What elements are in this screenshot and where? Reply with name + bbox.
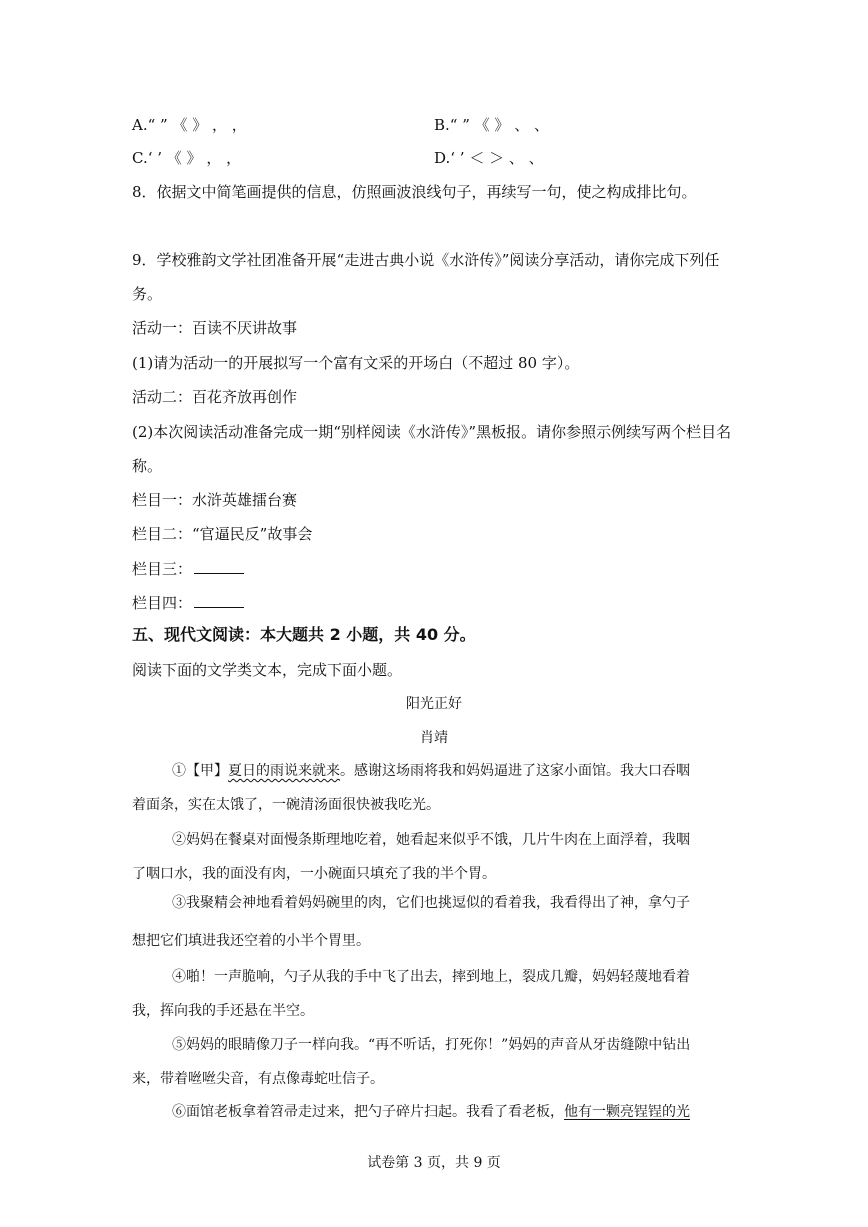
answer-blank[interactable] [194,593,244,608]
column-4-label: 栏目四： [132,594,193,612]
story-author: 肖靖 [420,730,448,746]
question-9-line2: 务。 [132,285,163,303]
column-3 [132,558,244,579]
question-9-line1: 9．学校雅韵文学社团准备开展“走进古典小说《水浒传》”阅读分享活动，请你完成下列任 [132,251,720,269]
paragraph-3-line2: 想把它们填进我还空着的小半个胃里。 [132,933,370,949]
wavy-sentence: 夏日的雨说来就来 [228,763,340,779]
task-2-line1: (2)本次阅读活动准备完成一期“别样阅读《水浒传》”黑板报。请你参照示例续写两个栏目名 [132,423,732,441]
paragraph-2-line2: 了咽口水，我的面没有肉，一小碗面只填充了我的半个胃。 [132,866,496,882]
task-1: (1)请为活动一的开展拟写一个富有文采的开场白（不超过 80 字）。 [132,354,580,372]
paragraph-1-line2: 着面条，实在太饿了，一碗清汤面很快被我吃光。 [132,797,440,813]
page-footer: 试卷第 3 页，共 9 页 [367,1155,501,1171]
paragraph-5 [132,1028,738,1096]
paragraph-4 [132,960,738,1028]
paragraph-5-line1: ⑤妈妈的眼睛像刀子一样向我。“再不听话，打死你！”妈妈的声音从牙齿缝隙中钻出 [172,1037,691,1053]
question-8: 8．依据文中简笔画提供的信息，仿照画波浪线句子，再续写一句，使之构成排比句。 [132,183,697,201]
paragraph-1 [132,754,738,822]
story-title: 阳光正好 [406,696,462,712]
option-a: A.“ ” 《 》 ， ， [132,116,247,134]
answer-blank[interactable] [194,559,244,574]
paragraph-3-line1 [132,886,738,920]
paragraph-6-text: ⑥面馆老板拿着笤帚走过来，把勺子碎片扫起。我看了看老板， [172,1104,564,1120]
paragraph-4-line2: 我，挥向我的手还悬在半空。 [132,1003,314,1019]
paragraph-1-line1 [132,754,738,788]
column-3-label: 栏目三： [132,560,193,578]
paragraph-marker: ①【甲】 [172,763,228,779]
paragraph-5-line2: 来，带着咝咝尖音，有点像毒蛇吐信子。 [132,1071,384,1087]
paragraph-2 [132,823,738,891]
column-4 [132,592,244,613]
activity-1: 活动一：百读不厌讲故事 [132,319,298,337]
emphasis-char: 挑 · [438,895,452,911]
paragraph-6-line1 [132,1095,738,1129]
emphasis-char: 逗 · [452,895,466,911]
task-2-line2: 称。 [132,457,163,475]
paragraph-4-line1: ④啪！一声脆响，勺子从我的手中飞了出去，摔到地上，裂成几瓣，妈妈轻蔑地看着 [172,969,690,985]
underlined-sentence: 他有一颗亮锃锃的光 [564,1104,690,1120]
paragraph-6 [132,1095,738,1129]
paragraph-2-line1: ②妈妈在餐桌对面慢条斯理地吃着，她看起来似乎不饿，几片牛肉在上面浮着，我咽 [172,832,690,848]
column-1: 栏目一：水浒英雄擂台赛 [132,491,298,509]
paragraph-3 [132,886,738,958]
section-5-heading: 五、现代文阅读：本大题共 2 小题，共 40 分。 [132,625,476,644]
paragraph-1-text: 。感谢这场雨将我和妈妈逼进了这家小面馆。我大口吞咽 [340,763,690,779]
paragraph-3-text: ③我聚精会神地看着妈妈碗里的肉，它们也 [172,895,438,911]
option-b: B.“ ” 《 》 、 、 [434,116,549,134]
activity-2: 活动二：百花齐放再创作 [132,388,298,406]
option-c: C.‘ ’ 《 》 ， ， [132,149,242,167]
paragraph-3-text: 似的看着我，我看得出了神，拿勺子 [466,895,690,911]
column-2: 栏目二：“官逼民反”故事会 [132,525,313,543]
option-d: D.‘ ’ ＜ ＞ 、 、 [434,149,544,167]
reading-instruction: 阅读下面的文学类文本，完成下面小题。 [132,661,403,679]
